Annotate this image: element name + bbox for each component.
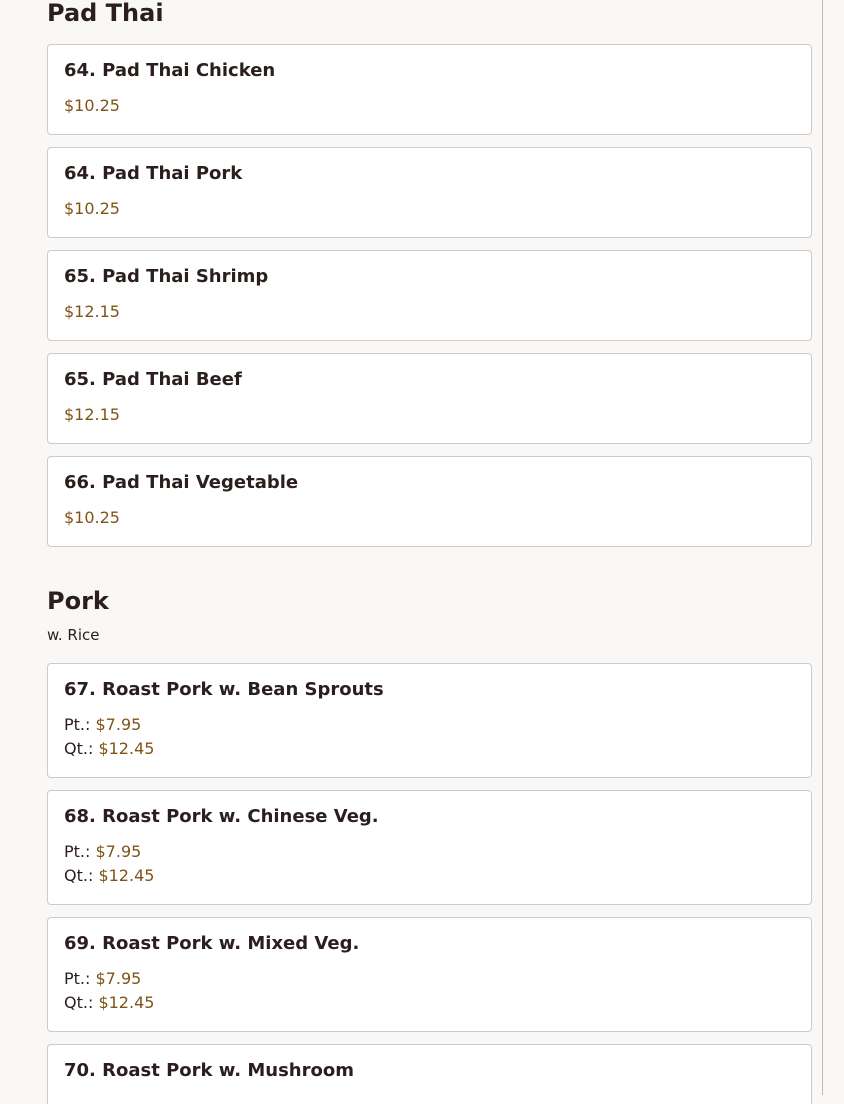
menu-item-card[interactable] (47, 250, 812, 341)
quart-price: $12.45 (98, 993, 155, 1012)
menu-item-card[interactable] (47, 353, 812, 444)
menu-item-card[interactable] (47, 663, 812, 778)
menu-item-card[interactable] (47, 1044, 812, 1104)
pint-price-row (64, 715, 141, 735)
pint-price: $7.95 (95, 969, 142, 988)
pint-price: $7.95 (95, 842, 142, 861)
quart-price: $12.45 (98, 739, 155, 758)
menu-item-price: $10.25 (64, 508, 120, 527)
quart-label: Qt.: (64, 739, 94, 758)
menu-item-name: 70. Roast Pork w. Mushroom (64, 1060, 354, 1081)
menu-item-card[interactable] (47, 790, 812, 905)
menu-item-name: 65. Pad Thai Beef (64, 369, 242, 390)
pint-label: Pt.: (64, 842, 91, 861)
pint-label: Pt.: (64, 969, 91, 988)
section-note: w. Rice (47, 626, 100, 644)
pint-price-row (64, 969, 141, 989)
menu-item-card[interactable] (47, 147, 812, 238)
quart-price-row (64, 739, 154, 759)
menu-item-card[interactable] (47, 456, 812, 547)
quart-price: $12.45 (98, 866, 155, 885)
menu-item-price: $12.15 (64, 302, 120, 321)
quart-label: Qt.: (64, 866, 94, 885)
menu-item-name: 65. Pad Thai Shrimp (64, 266, 269, 287)
menu-item-name: 68. Roast Pork w. Chinese Veg. (64, 806, 379, 827)
menu-item-price: $12.15 (64, 405, 120, 424)
menu-item-name: 69. Roast Pork w. Mixed Veg. (64, 933, 360, 954)
section-title-pad-thai: Pad Thai (47, 0, 164, 27)
pint-label: Pt.: (64, 715, 91, 734)
pint-price-row (64, 842, 141, 862)
section-title-pork: Pork (47, 587, 109, 615)
quart-price-row (64, 866, 154, 886)
pint-price: $7.95 (95, 715, 142, 734)
menu-item-name: 67. Roast Pork w. Bean Sprouts (64, 679, 384, 700)
menu-item-name: 64. Pad Thai Pork (64, 163, 243, 184)
quart-label: Qt.: (64, 993, 94, 1012)
menu-item-card[interactable] (47, 44, 812, 135)
menu-item-name: 66. Pad Thai Vegetable (64, 472, 299, 493)
menu-item-name: 64. Pad Thai Chicken (64, 60, 276, 81)
page-divider (822, 0, 823, 1095)
menu-item-price: $10.25 (64, 96, 120, 115)
quart-price-row (64, 993, 154, 1013)
menu-item-price: $10.25 (64, 199, 120, 218)
menu-item-card[interactable] (47, 917, 812, 1032)
